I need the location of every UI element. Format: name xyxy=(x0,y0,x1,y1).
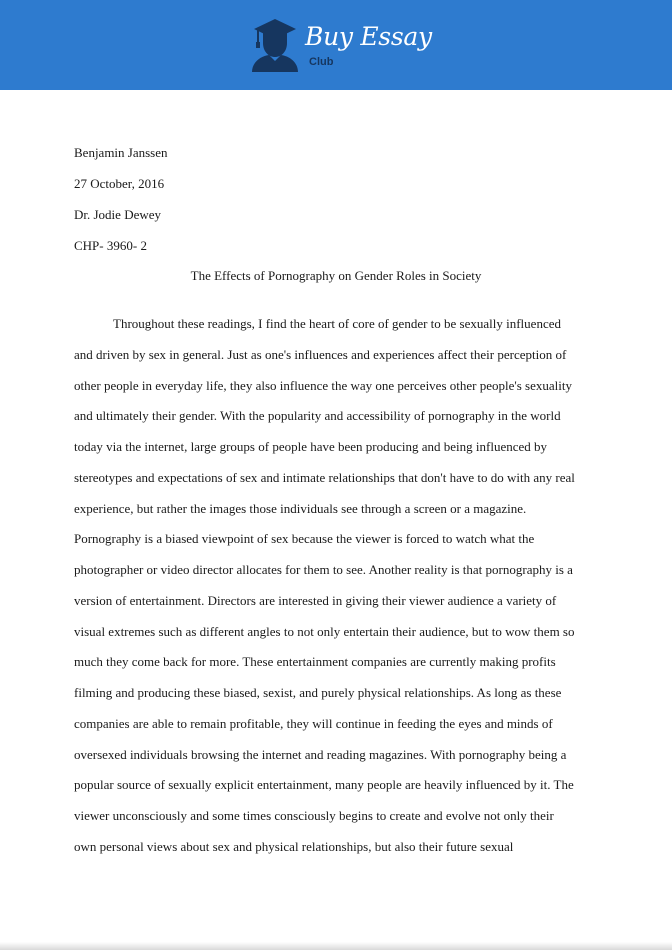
body-line: experience, but rather the images those individuals see through a screen or a magazine. xyxy=(74,500,527,516)
body-line: and driven by sex in general. Just as one's influences and experiences affect their perception of xyxy=(74,346,567,362)
body-line: popular source of sexually explicit entertainment, many people are heavily influenced by it. The xyxy=(74,777,574,793)
body-line: much they come back for more. These entertainment companies are currently making profits xyxy=(74,654,556,670)
body-line: stereotypes and expectations of sex and intimate relationships that don't have to do with any real xyxy=(74,469,575,485)
professor-name: Dr. Jodie Dewey xyxy=(74,207,162,222)
body-line: viewer unconsciously and some times consciously begins to create and evolve not only their xyxy=(74,808,554,823)
body-line: companies are able to remain profitable, they will continue in feeding the eyes and minds of xyxy=(74,715,553,731)
brand-name: Buy Essay xyxy=(305,22,432,51)
graduate-icon xyxy=(250,16,302,72)
course-code: CHP- 3960- 2 xyxy=(74,238,147,253)
site-header xyxy=(0,0,672,90)
author-name: Benjamin Janssen xyxy=(74,145,168,160)
body-line: visual extremes such as different angles to not only entertain their audience, but to wow them so xyxy=(74,623,575,639)
brand-sub: Club xyxy=(309,56,334,68)
page-bottom-edge xyxy=(0,942,672,950)
body-line: Pornography is a biased viewpoint of sex because the viewer is forced to watch what the xyxy=(74,531,535,547)
essay-title: The Effects of Pornography on Gender Roles in Society xyxy=(190,268,482,283)
body-line: own personal views about sex and physical relationships, but also their future sexual xyxy=(74,838,514,854)
body-line: Throughout these readings, I find the heart of core of gender to be sexually influenced xyxy=(113,316,561,331)
body-line: today via the internet, large groups of people have been producing and being influenced by xyxy=(74,439,548,454)
body-line: and ultimately their gender. With the popularity and accessibility of pornography in the world xyxy=(74,408,561,424)
body-line: photographer or video director allocates for them to see. Another reality is that pornography is a xyxy=(74,562,573,577)
document-date: 27 October, 2016 xyxy=(74,176,165,191)
body-line: oversexed individuals browsing the internet and reading magazines. With pornography being a xyxy=(74,746,567,762)
body-line: other people in everyday life, they also influence the way one perceives other people's sexuality xyxy=(74,377,572,393)
body-line: filming and producing these biased, sexist, and purely physical relationships. As long as these xyxy=(74,685,562,700)
site-logo[interactable] xyxy=(250,16,430,76)
body-line: version of entertainment. Directors are interested in giving their viewer audience a variety of xyxy=(74,592,557,608)
